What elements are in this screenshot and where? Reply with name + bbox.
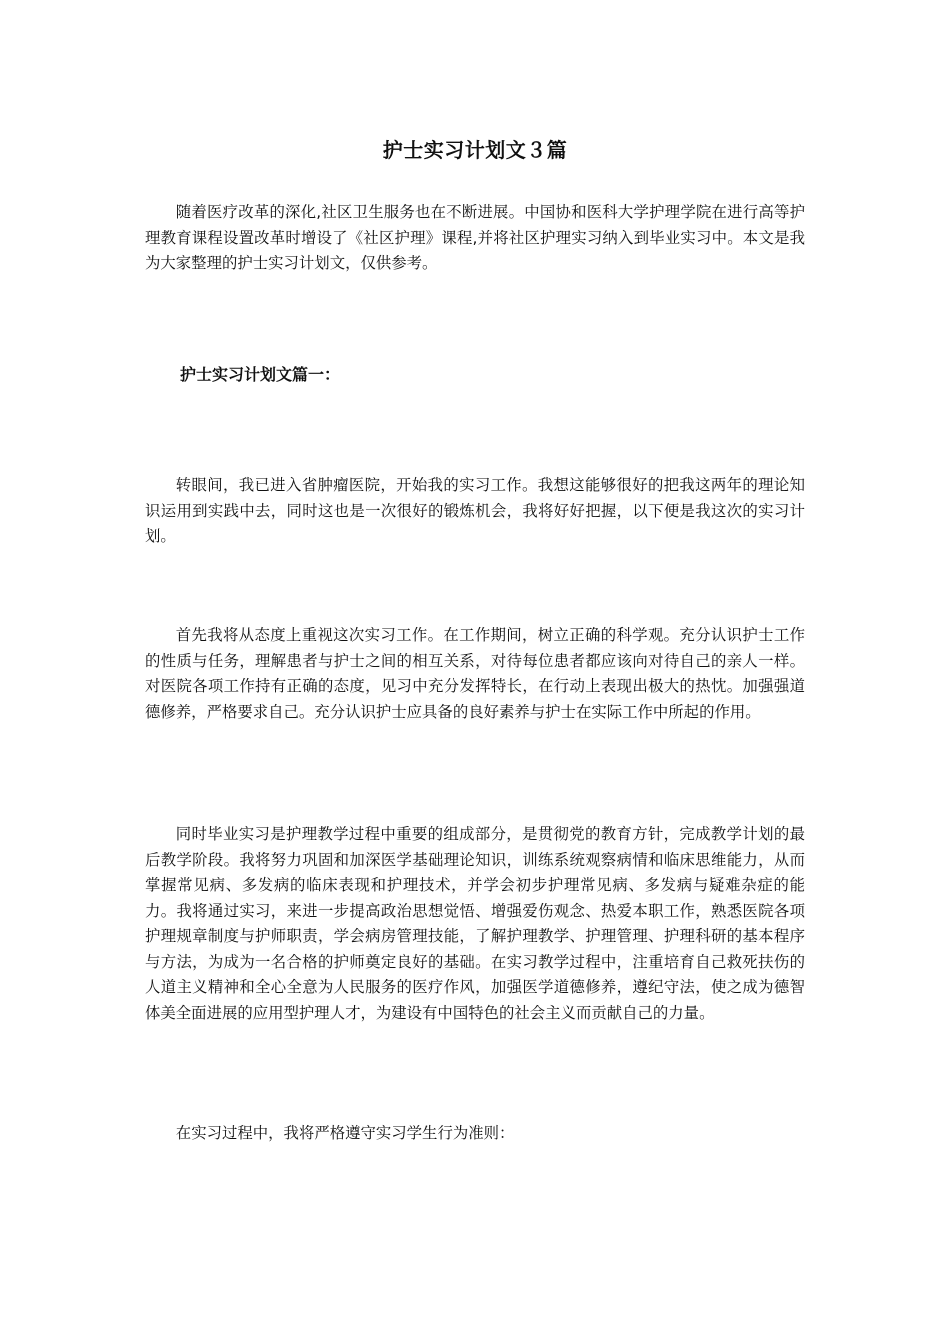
section-heading: 护士实习计划文篇一： xyxy=(180,365,341,384)
body-paragraph-1: 转眼间，我已进入省肿瘤医院，开始我的实习工作。我想这能够很好的把我这两年的理论知识运用到实践中去，同时这也是一次很好的锻炼机会，我将好好把握，以下便是我这次的实习计划。 xyxy=(145,476,805,545)
body-paragraph-2: 首先我将从态度上重视这次实习工作。在工作期间，树立正确的科学观。充分认识护士工作的性质与任务，理解患者与护士之间的相互关系，对待每位患者都应该向对待自己的亲人一样。对医院各项工作持有正确的态度，见习中充分发挥特长，在行动上表现出极大的热忱。加强强道德修养，严格要求自己。充分认识护士应具备的良好素养与护士在实际工作中所起的作用。 xyxy=(145,626,805,721)
document-title: 护士实习计划文３篇 xyxy=(382,138,568,162)
body-paragraph-4: 在实习过程中，我将严格遵守实习学生行为准则： xyxy=(175,1124,515,1142)
intro-paragraph: 随着医疗改革的深化,社区卫生服务也在不断进展。中国协和医科大学护理学院在进行高等护理教育课程设置改革时增设了《社区护理》课程,并将社区护理实习纳入到毕业实习中。本文是我为大家整理的护士实习计划文，仅供参考。 xyxy=(145,203,805,272)
body-paragraph-3: 同时毕业实习是护理教学过程中重要的组成部分，是贯彻党的教育方针，完成教学计划的最后教学阶段。我将努力巩固和加深医学基础理论知识，训练系统观察病情和临床思维能力，从而掌握常见病、多发病的临床表现和护理技术，并学会初步护理常见病、多发病与疑难杂症的能力。我将通过实习，来进一步提高政治思想觉悟、增强爱伤观念、热爱本职工作，熟悉医院各项护理规章制度与护师职责，学会病房管理技能，了解护理教学、护理管理、护理科研的基本程序与方法，为成为一名合格的护师奠定良好的基础。在实习教学过程中，注重培育自己救死扶伤的人道主义精神和全心全意为人民服务的医疗作风，加强医学道德修养，遵纪守法，使之成为德智体美全面进展的应用型护理人才，为建设有中国特色的社会主义而贡献自己的力量。 xyxy=(145,825,805,1022)
